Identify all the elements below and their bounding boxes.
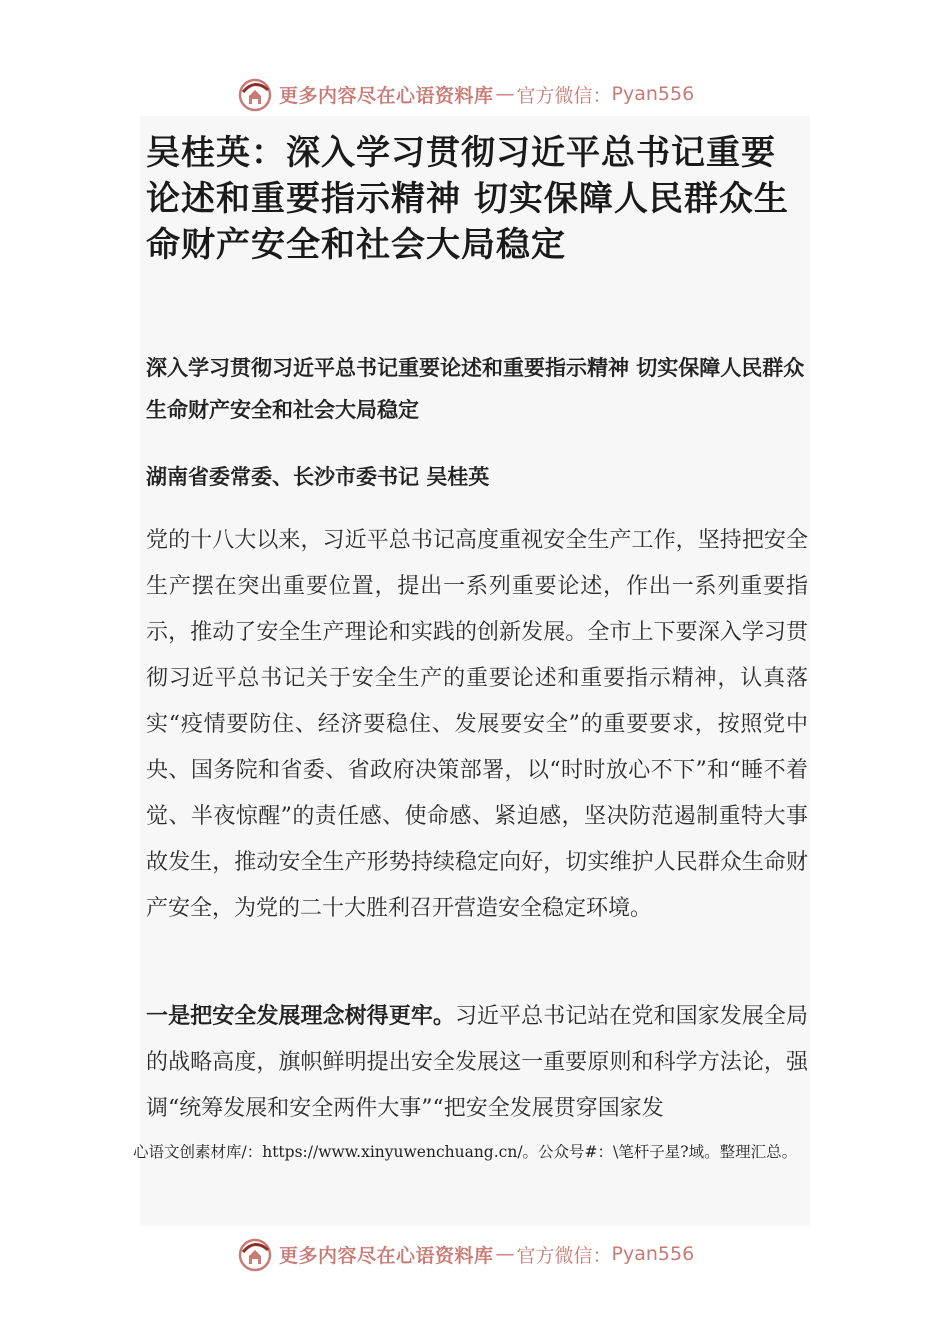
banner-dash: — (495, 1243, 515, 1265)
article-title: 吴桂英：深入学习贯彻习近平总书记重要论述和重要指示精神 切实保障人民群众生命财产安全和社会大局稳定 (146, 133, 789, 265)
logo-icon (235, 74, 275, 114)
banner-wechat-label: 官方微信： (516, 84, 612, 107)
banner-wechat-id: Pyan556 (611, 83, 695, 105)
banner-brand: 更多内容尽在心语资料库 (279, 1244, 494, 1267)
paragraph-1: 党的十八大以来，习近平总书记高度重视安全生产工作，坚持把安全生产摆在突出重要位置，提出一系列重要论述，作出一系列重要指示，推动了安全生产理论和实践的创新发展。全市上下要深入学习贯彻习近平总书记关于安全生产的重要论述和重要指示精神，认真落实“疫情要防住、经济要稳住、发展要安全”的重要要求，按照党中央、国务院和省委、省政府决策部署，以“时时放心不下”和“睡不着觉、半夜惊醒”的责任感、使命感、紧迫感，坚决防范遏制重特大事故发生，推动安全生产形势持续稳定向好，切实维护人民群众生命财产安全，为党的二十大胜利召开营造安全稳定环境。 (146, 528, 808, 921)
top-banner (235, 72, 694, 116)
paragraph-2 (146, 994, 808, 1132)
banner-wechat-id: Pyan556 (611, 1243, 695, 1265)
paragraph-2-body: 习近平总书记站在党和国家发展全局的战略高度，旗帜鲜明提出安全发展这一重要原则和科学方法论，强调“统筹发展和安全两件大事”“把安全发展贯穿国家发 (146, 1004, 808, 1121)
paragraph-2-lead: 一是把安全发展理念树得更牢。 (146, 1004, 455, 1029)
banner-dash: — (495, 83, 515, 105)
banner-wechat-label: 官方微信： (516, 1244, 612, 1267)
bottom-banner (235, 1232, 694, 1276)
logo-icon (235, 1234, 275, 1274)
footer-note: 心语文创素材库/：https://www.xinyuwenchuang.cn/。公众号#：\笔杆子星?域。整理汇总。 (133, 1143, 798, 1161)
article-author: 湖南省委常委、长沙市委书记 吴桂英 (146, 465, 490, 489)
article-subtitle: 深入学习贯彻习近平总书记重要论述和重要指示精神 切实保障人民群众生命财产安全和社会大局稳定 (146, 356, 805, 422)
banner-brand: 更多内容尽在心语资料库 (279, 84, 494, 107)
